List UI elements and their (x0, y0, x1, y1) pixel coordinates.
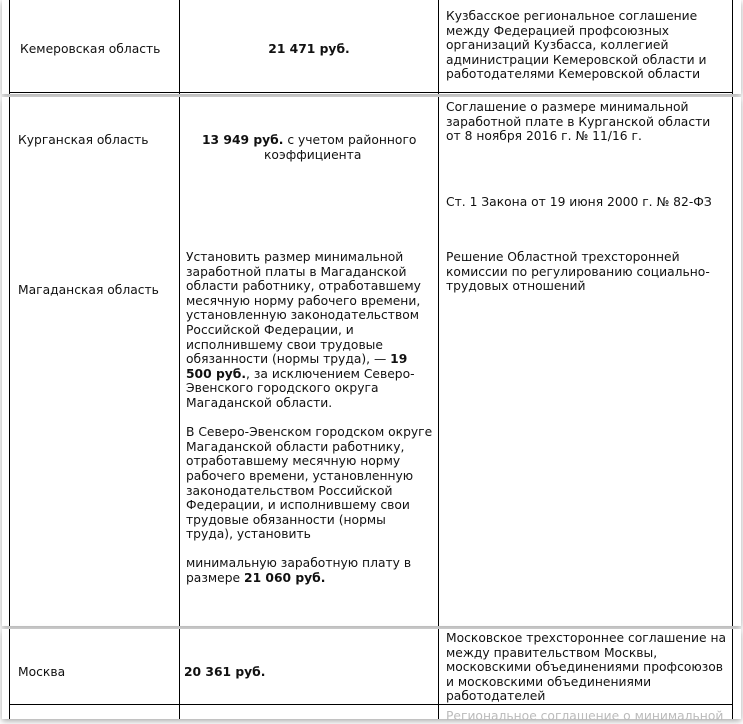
column-border (732, 97, 733, 626)
table-strip-top (2, 0, 741, 94)
wage-amount: 13 949 руб. (202, 133, 284, 147)
basis-text: Кузбасское региональное соглашение между Федерацией профсоюзных организаций Кузбасса, коллегией администрации Кемеровской области и работодателями Кемеровской области (446, 9, 707, 82)
wage-amount: 19 500 руб. (186, 352, 408, 381)
basis-cell (446, 250, 728, 294)
row-border (9, 704, 733, 705)
basis-text: Ст. 1 Закона от 19 июня 2000 г. № 82-ФЗ (446, 195, 712, 209)
wage-cell (184, 665, 434, 680)
wage-paragraph: В Северо-Эвенском городском округе Магаданской области работнику, отработавшему месячную норму рабочего времени, установленную законодательством Российской Федерации, и исполнившему свои трудовые обязанности (нормы труда), установить (186, 425, 433, 542)
column-border (9, 0, 10, 94)
wage-note: с учетом районного коэффициента (264, 133, 417, 162)
basis-cell (446, 631, 728, 704)
basis-text: Московское трехстороннее соглашение на между правительством Москвы, московскими объединениями профсоюзов и московскими объединениями работодателей (446, 631, 727, 704)
wage-amount: 20 361 руб. (184, 665, 266, 679)
column-border (438, 97, 439, 626)
row-border (9, 92, 733, 93)
column-border (438, 629, 439, 719)
wage-amount: 21 471 руб. (268, 42, 350, 56)
wage-cell (202, 133, 484, 162)
column-border (179, 629, 180, 719)
column-border (9, 97, 10, 626)
region-name: Кемеровская область (20, 42, 161, 56)
region-name: Москва (18, 665, 66, 679)
region-cell (20, 42, 175, 57)
wage-paragraph: минимальную заработную плату в размере 21 060 руб. (186, 556, 412, 586)
cutoff-text: Региональное соглашение о минимальной (446, 709, 724, 723)
column-border (179, 0, 180, 94)
region-name: Магаданская область (18, 283, 159, 297)
wage-amount: 21 060 руб. (244, 571, 326, 586)
region-cell (18, 133, 176, 148)
table-strip-bottom (2, 629, 741, 723)
column-border (732, 629, 733, 719)
column-border (9, 629, 10, 719)
region-cell (18, 665, 176, 680)
column-border (438, 0, 439, 94)
table-strip-middle (2, 97, 741, 626)
basis-cell-extra (446, 195, 728, 210)
wage-paragraph: Установить размер минимальной заработной платы в Магаданской области работнику, отработавшему месячную норму рабочего времени, установленную законодательством Российской Федерации, и исполнившему свои трудовые обязанности (нормы труда), — 19 500 руб., за исключением Северо-Эвенского городского округа Магаданской области. (186, 250, 421, 410)
column-border (179, 97, 180, 626)
basis-text: Решение Областной трехсторонней комиссии по регулированию социально-трудовых отношений (446, 250, 710, 294)
wage-cell (182, 42, 436, 57)
basis-text: Соглашение о размере минимальной заработной плате в Курганской области от 8 ноября 2016 г. № 11/16 г. (446, 100, 711, 144)
region-name: Курганская область (18, 133, 149, 147)
wage-cell (186, 250, 436, 586)
basis-cell (446, 100, 728, 144)
column-border (732, 0, 733, 94)
region-cell (18, 283, 176, 298)
basis-cell (446, 9, 728, 82)
